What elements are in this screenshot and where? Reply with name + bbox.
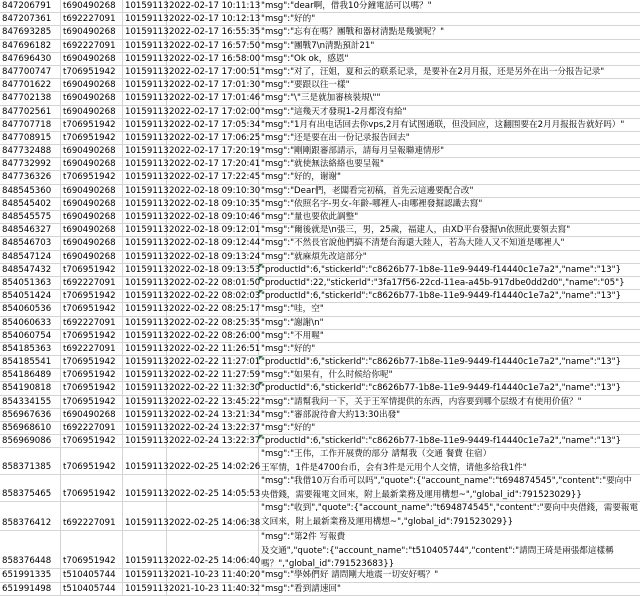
cell-id[interactable]: 848546703 <box>0 237 61 249</box>
cell-message[interactable]: "productId":6,"stickerId":"c8626b77-1b8e-11e9-9449-f14440c1e7a2","name":"13"} <box>259 290 640 302</box>
cell-group-id[interactable]: 10159113 <box>125 357 169 368</box>
cell-message[interactable]: "msg":"如果有，什么时候给你呢" <box>261 370 393 381</box>
cell-user-id[interactable]: t706951942 <box>61 356 123 368</box>
cell-group-id[interactable]: 10159113 <box>125 277 169 288</box>
cell-message[interactable]: "msg":"就使無法絡絡也要呈報" <box>261 159 384 170</box>
cell-group-id[interactable]: 10159113 <box>125 106 169 117</box>
cell-message[interactable]: "msg":"Ok ok，感恩" <box>261 53 349 64</box>
cell-user-id[interactable]: t706951942 <box>61 171 123 183</box>
cell-id[interactable]: 858375465 <box>0 475 61 501</box>
cell-group-id[interactable]: 10159113 <box>125 317 169 328</box>
cell-user-id[interactable]: t690490268 <box>61 106 123 118</box>
cell-id[interactable]: 856968610 <box>0 422 61 434</box>
table-row[interactable] <box>0 422 640 435</box>
cell-user-id[interactable]: t706951942 <box>61 435 123 447</box>
cell-user-id[interactable]: t706951942 <box>61 303 123 315</box>
cell-group-id[interactable]: 10159113 <box>125 185 169 196</box>
cell-timestamp[interactable]: 2022-02-22 11:27:59 <box>169 370 261 381</box>
cell-group-id[interactable]: 10159113 <box>125 172 169 183</box>
table-row[interactable] <box>0 40 640 53</box>
cell-message[interactable]: "msg":"王伟，工作开展费的部分 請幫我（交通 餐費 住宿） 王军情，1件是4700台币，会有3件是元用个人交情，请他多给我1件" <box>261 449 527 473</box>
cell-user-id[interactable]: t692227091 <box>61 502 123 530</box>
cell-message[interactable]: "msg":"还是要在出一份记录报告回去" <box>261 132 410 143</box>
cell-id[interactable]: 847708915 <box>0 132 61 144</box>
cell-user-id[interactable]: t690490268 <box>61 198 123 210</box>
cell-user-id[interactable]: t706951942 <box>61 396 123 408</box>
cell-message[interactable]: "msg":"第2件 写報費 及交通","quote":{"account_name":"t510405744","content":"請問王琦是兩張都這樣稱嗎？","global_id":791523683}} <box>261 532 614 569</box>
table-row[interactable] <box>0 583 640 596</box>
table-row[interactable] <box>0 0 640 13</box>
cell-user-id[interactable]: t706951942 <box>61 290 123 302</box>
cell-user-id[interactable]: t706951942 <box>61 369 123 381</box>
cell-timestamp[interactable]: 2022-02-18 09:10:30 <box>169 185 261 196</box>
cell-message[interactable]: "msg":"好的，谢谢" <box>261 172 341 183</box>
cell-timestamp[interactable]: 2022-02-25 14:06:40 <box>167 531 259 568</box>
cell-group-id[interactable]: 10159113 <box>125 343 169 354</box>
cell-timestamp[interactable]: 2022-02-22 08:26:00 <box>169 330 261 341</box>
cell-message[interactable]: "productId":6,"stickerId":"c8626b77-1b8e-11e9-9449-f14440c1e7a2","name":"13"} <box>259 382 640 394</box>
table-row[interactable] <box>0 53 640 66</box>
cell-user-id[interactable]: t706951942 <box>61 531 123 568</box>
cell-id[interactable]: 847207361 <box>0 13 61 25</box>
cell-user-id[interactable]: t706951942 <box>61 475 123 501</box>
cell-message[interactable]: "productId":6,"stickerId":"c8626b77-1b8e-11e9-9449-f14440c1e7a2","name":"13"} <box>259 435 640 447</box>
cell-message[interactable]: "msg":"就麻煩先改這部分" <box>261 251 367 262</box>
cell-timestamp[interactable]: 2022-02-18 09:12:01 <box>169 225 261 236</box>
cell-group-id[interactable]: 10159113 <box>125 198 169 209</box>
cell-message[interactable]: "msg":"爾後就是\n張三，男，25歲，福建人，由XD平台發掘\n依照此要領去寫" <box>261 225 571 236</box>
table-row[interactable] <box>0 343 640 356</box>
cell-group-id[interactable]: 10159113 <box>125 1 169 11</box>
cell-group-id[interactable]: 10159113 <box>125 159 169 170</box>
cell-user-id[interactable]: t706951942 <box>61 132 123 144</box>
cell-message[interactable]: "msg":"收到","quote":{"account_name":"t694874545","content":"要向中央借錢，需要報電文回來，附上最新業務及運用構想~","global_id":791523029}} <box>261 503 639 527</box>
cell-id[interactable]: 848545360 <box>0 185 61 197</box>
cell-user-id[interactable]: t692227091 <box>61 343 123 355</box>
cell-timestamp[interactable]: 2022-02-17 10:12:13 <box>169 14 261 25</box>
cell-timestamp[interactable]: 2022-02-22 08:02:03 <box>169 291 261 302</box>
cell-id[interactable]: 856967636 <box>0 409 61 421</box>
cell-timestamp[interactable]: 2022-02-17 17:20:41 <box>169 159 261 170</box>
cell-user-id[interactable]: t690490268 <box>61 251 123 263</box>
cell-message[interactable]: "msg":"看到請速回" <box>261 583 341 594</box>
cell-timestamp[interactable]: 2022-02-24 13:22:37 <box>169 436 261 447</box>
cell-message[interactable]: "msg":"dear啊，借我10分鐘電話可以嗎？" <box>261 1 432 11</box>
cell-user-id[interactable]: t510405744 <box>61 569 123 581</box>
cell-user-id[interactable]: t690490268 <box>61 92 123 104</box>
cell-group-id[interactable]: 10159113 <box>125 212 169 222</box>
cell-timestamp[interactable]: 2022-02-17 16:57:50 <box>169 40 261 51</box>
cell-group-id[interactable]: 10159113 <box>125 304 169 315</box>
cell-id[interactable]: 651991498 <box>0 583 61 595</box>
cell-group-id[interactable]: 10159113 <box>125 14 169 25</box>
cell-group-id[interactable]: 10159113 <box>125 27 169 38</box>
cell-timestamp[interactable]: 2022-02-17 17:01:30 <box>169 80 261 91</box>
cell-message[interactable]: "msg":"好的" <box>261 14 316 25</box>
cell-message[interactable]: "msg":"要跟以往一樣" <box>261 80 350 91</box>
table-row[interactable] <box>0 211 640 224</box>
cell-user-id[interactable]: t706951942 <box>61 330 123 342</box>
table-row[interactable] <box>0 382 640 395</box>
cell-message[interactable]: "msg":"不用喔" <box>261 330 324 341</box>
cell-message[interactable]: "msg":"這幾天才發現1-2月都沒有給" <box>261 106 407 117</box>
cell-user-id[interactable]: t706951942 <box>61 66 123 78</box>
cell-user-id[interactable]: t690490268 <box>61 185 123 197</box>
cell-user-id[interactable]: t690490268 <box>61 0 123 12</box>
cell-group-id[interactable]: 10159113 <box>125 423 169 433</box>
cell-id[interactable]: 847206791 <box>0 0 61 12</box>
cell-timestamp[interactable]: 2022-02-18 09:10:35 <box>169 198 261 209</box>
table-row[interactable] <box>0 79 640 92</box>
cell-group-id[interactable]: 10159113 <box>125 53 169 64</box>
cell-id[interactable]: 854051363 <box>0 277 61 289</box>
cell-id[interactable]: 847732488 <box>0 145 61 157</box>
cell-group-id[interactable]: 10159113 <box>125 238 169 249</box>
cell-user-id[interactable]: t690490268 <box>61 158 123 170</box>
cell-id[interactable]: 854185541 <box>0 356 61 368</box>
cell-id[interactable]: 848547432 <box>0 264 61 276</box>
cell-timestamp[interactable]: 2022-02-22 11:32:30 <box>169 383 261 394</box>
cell-group-id[interactable]: 10159113 <box>125 409 169 420</box>
cell-timestamp[interactable]: 2022-02-17 17:00:51 <box>169 66 261 77</box>
cell-id[interactable]: 854060754 <box>0 330 61 342</box>
cell-message[interactable]: "msg":"剛剛跟審部請示，請每月呈報聯連情形" <box>261 146 445 157</box>
table-row[interactable] <box>0 26 640 39</box>
cell-message[interactable]: "msg":"Dear們，老闆看完初稿，首先云這邊要配合改" <box>261 185 474 196</box>
cell-timestamp[interactable]: 2022-02-25 14:02:26 <box>167 448 259 474</box>
cell-group-id[interactable]: 10159113 <box>125 330 169 341</box>
cell-id[interactable]: 847701622 <box>0 79 61 91</box>
cell-group-id[interactable]: 10159113 <box>123 502 167 530</box>
cell-message[interactable]: "productId":6,"stickerId":"c8626b77-1b8e-11e9-9449-f14440c1e7a2","name":"13"} <box>259 356 640 368</box>
table-row[interactable] <box>0 92 640 105</box>
cell-user-id[interactable]: t690490268 <box>61 26 123 38</box>
cell-user-id[interactable]: t690490268 <box>61 409 123 421</box>
cell-message[interactable]: "msg":"忘有在嗎？團戰和器材清點是幾號呢？" <box>261 27 445 38</box>
cell-id[interactable]: 858376448 <box>0 531 61 568</box>
cell-id[interactable]: 847736326 <box>0 171 61 183</box>
cell-message[interactable]: "msg":"請幫我问一下，关于王军情提供的东西，内容要到哪个层级才有使用价值？" <box>261 396 582 407</box>
cell-group-id[interactable]: 10159113 <box>125 570 169 581</box>
cell-group-id[interactable]: 10159113 <box>125 436 169 447</box>
table-row[interactable] <box>0 106 640 119</box>
cell-timestamp[interactable]: 2022-02-24 13:21:34 <box>169 409 261 420</box>
table-row[interactable] <box>0 119 640 132</box>
cell-message[interactable]: "msg":"團戰7\n清點預計21" <box>261 40 375 51</box>
cell-id[interactable]: 858376412 <box>0 502 61 530</box>
cell-group-id[interactable]: 10159113 <box>123 448 167 474</box>
cell-group-id[interactable]: 10159113 <box>125 146 169 157</box>
table-row[interactable] <box>0 237 640 250</box>
table-row[interactable] <box>0 224 640 237</box>
table-row[interactable] <box>0 145 640 158</box>
table-row[interactable] <box>0 569 640 582</box>
cell-group-id[interactable]: 10159113 <box>125 93 169 104</box>
cell-group-id[interactable]: 10159113 <box>125 291 169 302</box>
table-row[interactable] <box>0 502 640 531</box>
cell-user-id[interactable]: t510405744 <box>61 583 123 595</box>
table-row[interactable] <box>0 369 640 382</box>
table-row[interactable] <box>0 66 640 79</box>
cell-timestamp[interactable]: 2022-02-25 14:05:53 <box>167 475 259 501</box>
cell-timestamp[interactable]: 2022-02-25 14:06:38 <box>167 502 259 530</box>
table-row[interactable] <box>0 448 640 475</box>
table-row[interactable] <box>0 251 640 264</box>
cell-group-id[interactable]: 10159113 <box>125 40 169 51</box>
cell-timestamp[interactable]: 2022-02-18 09:12:44 <box>169 238 261 249</box>
cell-message[interactable]: "msg":"好的" <box>261 343 316 354</box>
table-row[interactable] <box>0 531 640 569</box>
cell-group-id[interactable]: 10159113 <box>125 396 169 407</box>
cell-group-id[interactable]: 10159113 <box>125 132 169 143</box>
cell-group-id[interactable]: 10159113 <box>125 119 169 130</box>
cell-user-id[interactable]: t706951942 <box>61 119 123 131</box>
table-row[interactable] <box>0 264 640 277</box>
cell-timestamp[interactable]: 2022-02-22 08:25:35 <box>169 317 261 328</box>
cell-message[interactable]: "msg":"对了，汪姐，夏和云的联系记录，是要补在2月月报，还是另外在出一分报告记录" <box>261 66 605 77</box>
cell-group-id[interactable]: 10159113 <box>125 80 169 91</box>
table-row[interactable] <box>0 475 640 502</box>
cell-message[interactable]: "msg":"量也要依此調整" <box>261 212 359 222</box>
cell-timestamp[interactable]: 2022-02-17 17:01:46 <box>169 93 261 104</box>
cell-group-id[interactable]: 10159113 <box>123 531 167 568</box>
cell-message[interactable]: "productId":22,"stickerId":"3fa17f56-22cd-11ea-a45b-917dbe0dd2d0","name":"05"} <box>259 277 640 289</box>
cell-timestamp[interactable]: 2022-02-22 11:26:51 <box>169 343 261 354</box>
table-row[interactable] <box>0 409 640 422</box>
cell-message[interactable]: "msg":"謝謝\n" <box>261 317 324 328</box>
cell-timestamp[interactable]: 2022-02-17 10:11:13 <box>169 1 261 11</box>
cell-id[interactable]: 854334155 <box>0 396 61 408</box>
cell-id[interactable]: 847693285 <box>0 26 61 38</box>
cell-group-id[interactable]: 10159113 <box>125 583 169 594</box>
cell-message[interactable]: "msg":"依照名字-男女-年齡-哪裡人-由哪裡發掘認識去寫" <box>261 198 483 209</box>
cell-user-id[interactable]: t690490268 <box>61 53 123 65</box>
cell-message[interactable]: "msg":"\"三是就加審核裝規\"" <box>261 93 381 104</box>
cell-id[interactable]: 847732992 <box>0 158 61 170</box>
cell-user-id[interactable]: t690490268 <box>61 224 123 236</box>
table-row[interactable] <box>0 330 640 343</box>
cell-timestamp[interactable]: 2022-02-22 11:27:01 <box>169 357 261 368</box>
cell-timestamp[interactable]: 2022-02-17 16:55:35 <box>169 27 261 38</box>
table-row[interactable] <box>0 185 640 198</box>
cell-user-id[interactable]: t706951942 <box>61 448 123 474</box>
cell-id[interactable]: 847702561 <box>0 106 61 118</box>
cell-message[interactable]: "msg":"學姊們好 請問剛大地震一切安好嗎？" <box>261 570 439 581</box>
cell-id[interactable]: 847702138 <box>0 92 61 104</box>
cell-id[interactable]: 854185363 <box>0 343 61 355</box>
table-row[interactable] <box>0 435 640 448</box>
cell-message[interactable]: "msg":"好的" <box>261 423 316 433</box>
cell-user-id[interactable]: t706951942 <box>61 264 123 276</box>
cell-id[interactable]: 856969086 <box>0 435 61 447</box>
cell-user-id[interactable]: t692227091 <box>61 40 123 52</box>
cell-id[interactable]: 858371385 <box>0 448 61 474</box>
cell-id[interactable]: 847696182 <box>0 40 61 52</box>
cell-timestamp[interactable]: 2021-10-23 11:40:20 <box>169 570 261 581</box>
cell-group-id[interactable]: 10159113 <box>125 264 169 275</box>
cell-message[interactable]: "msg":"不然長官說他們搞不清楚台海還大陸人，若為大陸人又不知道是哪裡人" <box>261 238 565 249</box>
cell-id[interactable]: 848545575 <box>0 211 61 223</box>
table-row[interactable] <box>0 290 640 303</box>
cell-user-id[interactable]: t690490268 <box>61 211 123 223</box>
cell-timestamp[interactable]: 2022-02-17 17:20:19 <box>169 146 261 157</box>
cell-id[interactable]: 847700747 <box>0 66 61 78</box>
cell-id[interactable]: 854051424 <box>0 290 61 302</box>
cell-message[interactable]: "msg":"1月有出电话回去你vps,2月有试图通联，但没回应，这翻围要在2月月报报告就好吗）" <box>261 119 625 130</box>
cell-timestamp[interactable]: 2022-02-17 17:22:45 <box>169 172 261 183</box>
table-row[interactable] <box>0 317 640 330</box>
cell-timestamp[interactable]: 2022-02-17 17:06:25 <box>169 132 261 143</box>
cell-message[interactable]: "msg":"我借10万台币可以吗","quote":{"account_name":"t694874545","content":"要向中央借錢，需要報電文回來，附上最新業務及運用構想~","global_id":791523029}} <box>261 476 632 500</box>
table-row[interactable] <box>0 396 640 409</box>
cell-user-id[interactable]: t692227091 <box>61 422 123 434</box>
cell-user-id[interactable]: t706951942 <box>61 382 123 394</box>
cell-group-id[interactable]: 10159113 <box>123 475 167 501</box>
table-row[interactable] <box>0 13 640 26</box>
cell-id[interactable]: 854060536 <box>0 303 61 315</box>
cell-id[interactable]: 847696430 <box>0 53 61 65</box>
cell-timestamp[interactable]: 2022-02-24 13:22:37 <box>169 423 261 433</box>
cell-user-id[interactable]: t692227091 <box>61 277 123 289</box>
table-row[interactable] <box>0 132 640 145</box>
cell-id[interactable]: 651991335 <box>0 569 61 581</box>
cell-id[interactable]: 848546327 <box>0 224 61 236</box>
cell-id[interactable]: 847707718 <box>0 119 61 131</box>
cell-timestamp[interactable]: 2022-02-17 17:05:34 <box>169 119 261 130</box>
cell-user-id[interactable]: t692227091 <box>61 13 123 25</box>
table-row[interactable] <box>0 158 640 171</box>
cell-timestamp[interactable]: 2022-02-17 17:02:00 <box>169 106 261 117</box>
cell-group-id[interactable]: 10159113 <box>125 251 169 262</box>
cell-id[interactable]: 854060633 <box>0 317 61 329</box>
table-row[interactable] <box>0 171 640 184</box>
cell-timestamp[interactable]: 2022-02-18 09:13:24 <box>169 251 261 262</box>
cell-timestamp[interactable]: 2022-02-17 16:58:00 <box>169 53 261 64</box>
cell-user-id[interactable]: t690490268 <box>61 237 123 249</box>
table-row[interactable] <box>0 356 640 369</box>
cell-message[interactable]: "productId":6,"stickerId":"c8626b77-1b8e-11e9-9449-f14440c1e7a2","name":"13"} <box>259 264 640 276</box>
cell-user-id[interactable]: t690490268 <box>61 145 123 157</box>
cell-timestamp[interactable]: 2021-10-23 11:40:32 <box>169 583 261 594</box>
cell-id[interactable]: 854190818 <box>0 382 61 394</box>
cell-group-id[interactable]: 10159113 <box>125 225 169 236</box>
cell-message[interactable]: "msg":"審部說待會大約13:30出發" <box>261 409 401 420</box>
table-row[interactable] <box>0 277 640 290</box>
cell-user-id[interactable]: t692227091 <box>61 317 123 329</box>
cell-id[interactable]: 848545402 <box>0 198 61 210</box>
cell-group-id[interactable]: 10159113 <box>125 383 169 394</box>
cell-timestamp[interactable]: 2022-02-22 13:45:22 <box>169 396 261 407</box>
cell-group-id[interactable]: 10159113 <box>125 370 169 381</box>
cell-timestamp[interactable]: 2022-02-18 09:13:53 <box>169 264 261 275</box>
cell-message[interactable]: "msg":"哇，空" <box>261 304 324 315</box>
cell-timestamp[interactable]: 2022-02-18 09:10:46 <box>169 212 261 222</box>
cell-timestamp[interactable]: 2022-02-22 08:01:50 <box>169 277 261 288</box>
cell-timestamp[interactable]: 2022-02-22 08:25:17 <box>169 304 261 315</box>
cell-group-id[interactable]: 10159113 <box>125 66 169 77</box>
cell-user-id[interactable]: t690490268 <box>61 79 123 91</box>
cell-id[interactable]: 848547124 <box>0 251 61 263</box>
cell-id[interactable]: 854186489 <box>0 369 61 381</box>
table-row[interactable] <box>0 303 640 316</box>
table-row[interactable] <box>0 198 640 211</box>
